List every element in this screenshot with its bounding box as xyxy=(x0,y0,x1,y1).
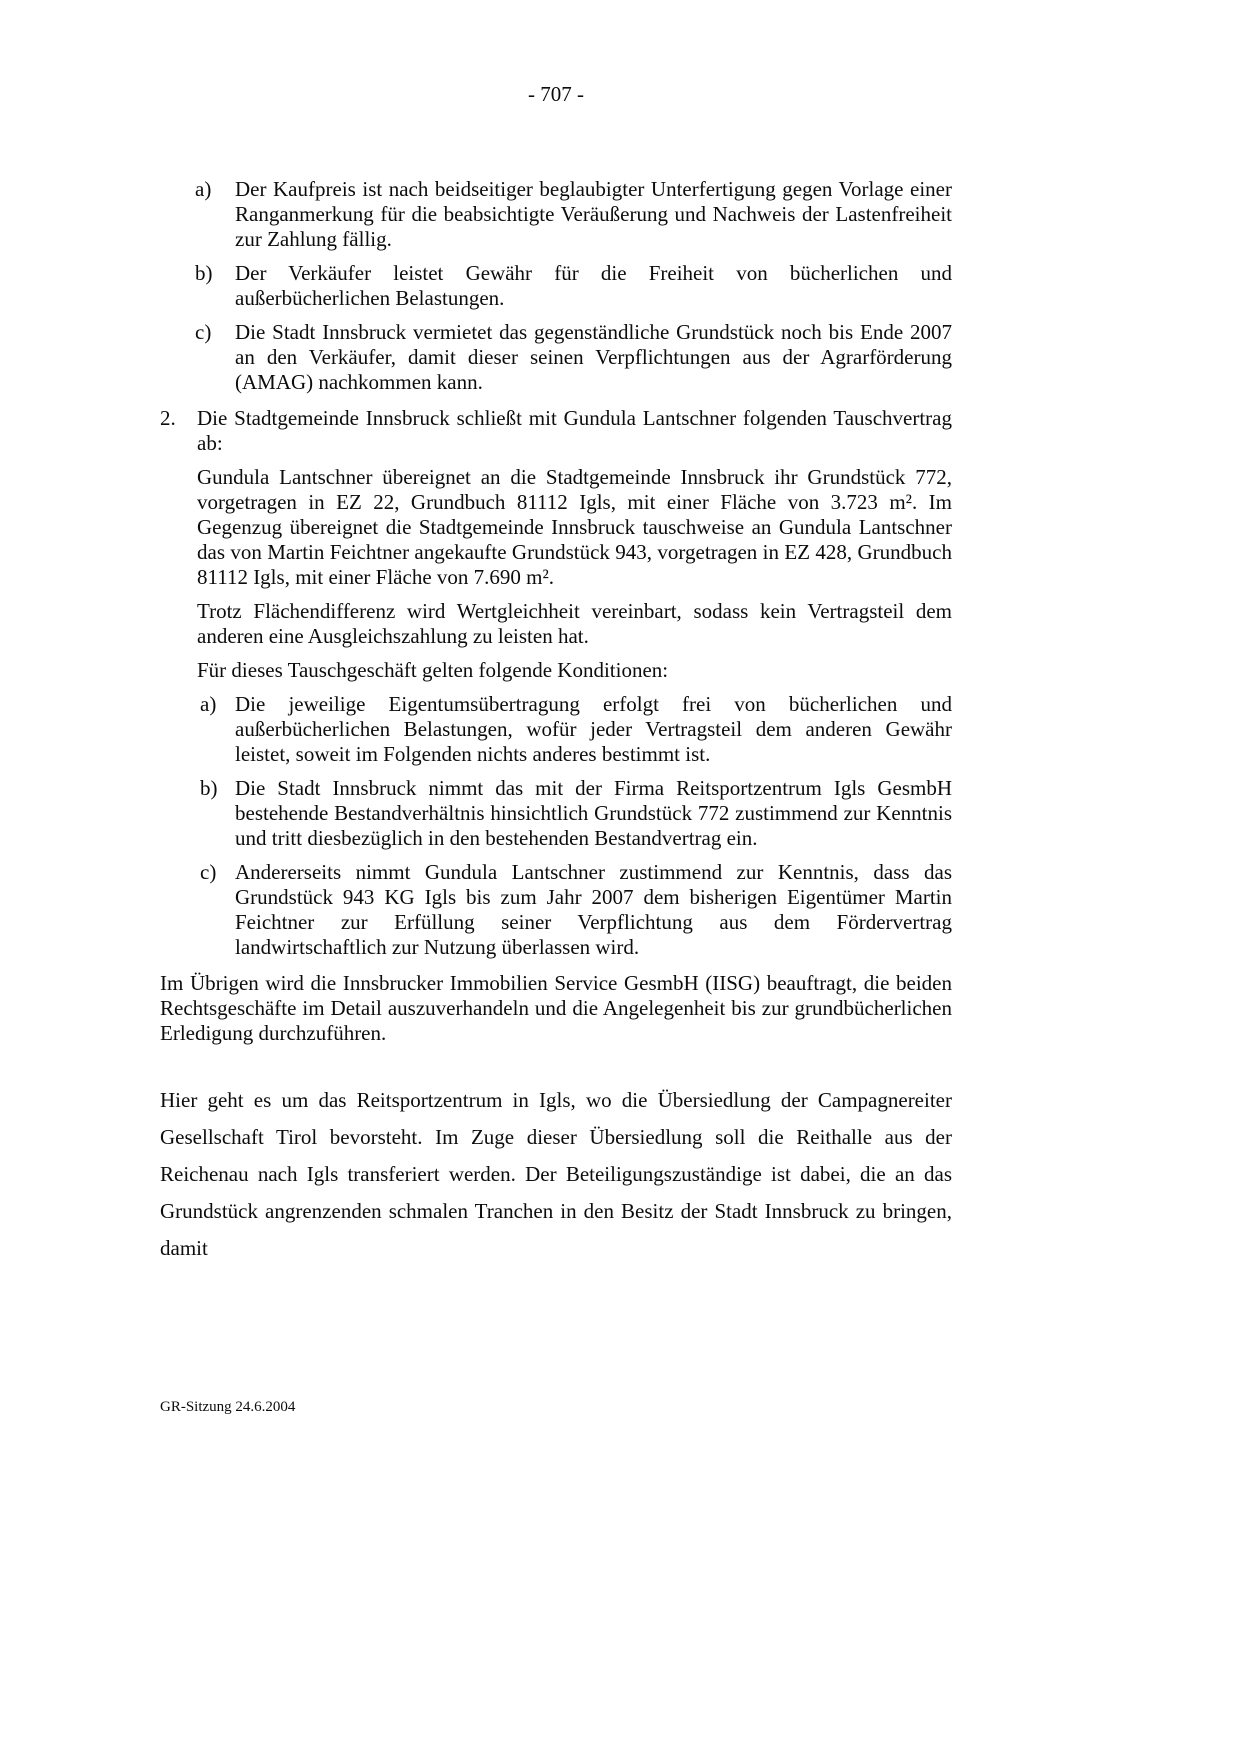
list-item-text: Der Kaufpreis ist nach beidseitiger beglaubigter Unterfertigung gegen Vorlage einer Ranganmerkung für die beabsichtigte Veräußerung und Nachweis der Lastenfreiheit zur Zahlung fällig. xyxy=(235,177,952,251)
page-footer: GR-Sitzung 24.6.2004 xyxy=(160,1399,296,1415)
ordered-item-intro: Die Stadtgemeinde Innsbruck schließt mit Gundula Lantschner folgenden Tauschvertrag ab: xyxy=(197,406,952,455)
list-item-a xyxy=(160,177,952,252)
ordered-item-number: 2. xyxy=(160,406,176,430)
resolution-list xyxy=(160,177,952,395)
ordered-item-2 xyxy=(160,406,952,456)
paragraph-value-equality: Trotz Flächendifferenz wird Wertgleichheit vereinbart, sodass kein Vertragsteil dem anderen eine Ausgleichszahlung zu leisten hat. xyxy=(197,599,952,648)
list-item-label: c) xyxy=(195,320,212,344)
sublist-item-c xyxy=(160,860,952,960)
list-item-text: Andererseits nimmt Gundula Lantschner zustimmend zur Kenntnis, dass das Grundstück 943 KG Igls bis zum Jahr 2007 dem bisherigen Eigentümer Martin Feichtner zur Erfüllung seiner Verpflichtung aus dem Fördervertrag landwirtschaftlich zur Nutzung überlassen wird. xyxy=(235,860,952,959)
list-item-text: Der Verkäufer leistet Gewähr für die Freiheit von bücherlichen und außerbücherlichen Belastungen. xyxy=(235,261,952,310)
conditions-sublist xyxy=(160,692,952,960)
list-item-b xyxy=(160,261,952,311)
list-item-label: c) xyxy=(200,860,217,884)
list-item-label: b) xyxy=(200,776,218,800)
list-item-text: Die Stadt Innsbruck vermietet das gegenständliche Grundstück noch bis Ende 2007 an den Verkäufer, damit dieser seinen Verpflichtungen aus der Agrarförderung (AMAG) nachkommen kann. xyxy=(235,320,952,394)
list-item-text: Die jeweilige Eigentumsübertragung erfolgt frei von bücherlichen und außerbücherlichen Belastungen, wofür jeder Vertragsteil dem anderen Gewähr leistet, soweit im Folgenden nichts anderes bestimmt ist. xyxy=(235,692,952,766)
paragraph-exchange-details: Gundula Lantschner übereignet an die Stadtgemeinde Innsbruck ihr Grundstück 772, vorgetragen in EZ 22, Grundbuch 81112 Igls, mit einer Fläche von 3.723 m². Im Gegenzug übereignet die Stadtgemeinde Innsbruck tauschweise an Gundula Lantschner das von Martin Feichtner angekaufte Grundstück 943, vorgetragen in EZ 428, Grundbuch 81112 Igls, mit einer Fläche von 7.690 m². xyxy=(197,465,952,589)
page-number: - 707 - xyxy=(528,82,584,106)
list-item-label: a) xyxy=(200,692,217,716)
paragraph-commentary: Hier geht es um das Reitsportzentrum in Igls, wo die Übersiedlung der Campagnereiter Gesellschaft Tirol bevorsteht. Im Zuge dieser Übersiedlung soll die Reithalle aus der Reichenau nach Igls transferiert werden. Der Beteiligungszuständige ist dabei, die an das Grundstück angrenzenden schmalen Tranchen in den Besitz der Stadt Innsbruck zu bringen, damit xyxy=(160,1088,952,1260)
list-item-label: a) xyxy=(195,177,212,201)
list-item-label: b) xyxy=(195,261,213,285)
list-item-text: Die Stadt Innsbruck nimmt das mit der Firma Reitsportzentrum Igls GesmbH bestehende Bestandverhältnis hinsichtlich Grundstück 772 zustimmend zur Kenntnis und tritt diesbezüglich in den bestehenden Bestandvertrag ein. xyxy=(235,776,952,850)
list-item-c xyxy=(160,320,952,395)
paragraph-conditions-intro: Für dieses Tauschgeschäft gelten folgende Konditionen: xyxy=(197,658,669,682)
sublist-item-a xyxy=(160,692,952,767)
sublist-item-b xyxy=(160,776,952,851)
paragraph-iisg-mandate: Im Übrigen wird die Innsbrucker Immobilien Service GesmbH (IISG) beauftragt, die beiden Rechtsgeschäfte im Detail auszuverhandeln und die Angelegenheit bis zur grundbücherlichen Erledigung durchzuführen. xyxy=(160,971,952,1045)
